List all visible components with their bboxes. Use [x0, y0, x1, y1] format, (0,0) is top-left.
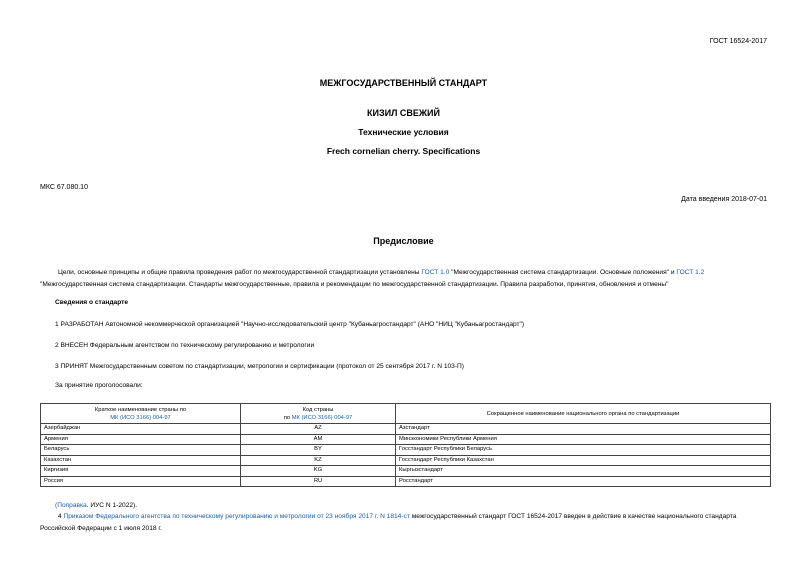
- body-cell: Минэкономики Республики Армения: [396, 434, 771, 445]
- gost-1-0-link[interactable]: ГОСТ 1.0: [421, 269, 450, 276]
- item4-rest: межгосударственный стандарт ГОСТ 16524-2017 введен в действие в качестве национального стандарта Российской Федерации с 1 июля 2018 г.: [40, 513, 737, 532]
- country-code-header: [241, 404, 396, 424]
- intro-text-a: Цели, основные принципы и общие правила проведения работ по межгосударственной стандартизации установлены: [58, 269, 422, 276]
- code-cell: AM: [241, 434, 396, 445]
- table-row: [41, 466, 771, 477]
- code-cell: AZ: [241, 424, 396, 435]
- table-row: [41, 455, 771, 466]
- introduction-date: Дата введения 2018-07-01: [681, 196, 767, 203]
- info-item-4: [40, 511, 770, 534]
- order-link[interactable]: Приказом Федерального агентства по техническому регулированию и метрологии от 23 ноября 2017 г. N 1814-ст: [63, 513, 410, 520]
- standard-type-heading: МЕЖГОСУДАРСТВЕННЫЙ СТАНДАРТ: [319, 78, 488, 88]
- voting-countries-table: [40, 403, 771, 487]
- intro-text-c: "Межгосударственная система стандартизации. Стандарты межгосударственные, правила и рекомендации по межгосударственной стандартизации. Правила разработки, принятия, обновления и отмены": [40, 280, 669, 288]
- code-header-prefix: по: [283, 414, 292, 421]
- table-header-row: [41, 404, 771, 424]
- code-cell: KZ: [241, 455, 396, 466]
- national-body-header: Сокращенное наименование национального органа по стандартизации: [396, 404, 771, 424]
- info-item-1: 1 РАЗРАБОТАН Автономной некоммерческой организацией "Научно-исследовательский центр "Кубаньагростандарт" (АНО "НИЦ "Кубаньагростандарт"): [55, 321, 525, 328]
- body-cell: Госстандарт Республики Беларусь: [396, 445, 771, 456]
- body-cell: Азстандарт: [396, 424, 771, 435]
- country-cell: Армения: [41, 434, 241, 445]
- table-row: [41, 424, 771, 435]
- table-row: [41, 445, 771, 456]
- country-cell: Киргизия: [41, 466, 241, 477]
- table-row: [41, 434, 771, 445]
- body-cell: Росстандарт: [396, 476, 771, 487]
- mk-iso-code-link[interactable]: МК (ИСО 3166) 004-97: [291, 414, 353, 421]
- amendment-link[interactable]: Поправка: [57, 502, 87, 509]
- note-rest: . ИУС N 1-2022).: [86, 502, 138, 509]
- mks-code: МКС 67.080.10: [40, 184, 88, 191]
- country-header-line1: Краткое наименование страны по: [94, 406, 187, 413]
- country-cell: Азербайджан: [41, 424, 241, 435]
- english-title: Frech cornelian cherry. Specifications: [326, 146, 481, 156]
- foreword-intro: [40, 267, 770, 290]
- foreword-heading: Предисловие: [373, 236, 434, 246]
- note-open-paren: (: [55, 502, 58, 509]
- item4-number: 4: [58, 513, 64, 520]
- code-cell: RU: [241, 476, 396, 487]
- intro-text-b: "Межгосударственная система стандартизации. Основные положения" и: [449, 269, 677, 276]
- country-cell: Беларусь: [41, 445, 241, 456]
- country-cell: Казахстан: [41, 455, 241, 466]
- info-item-2: 2 ВНЕСЕН Федеральным агентством по техническому регулированию и метрологии: [55, 342, 315, 349]
- country-name-header: [41, 404, 241, 424]
- code-cell: BY: [241, 445, 396, 456]
- body-cell: Госстандарт Республики Казахстан: [396, 455, 771, 466]
- info-item-3: 3 ПРИНЯТ Межгосударственным советом по стандартизации, метрологии и сертификации (протокол от 25 сентября 2017 г. N 103-П): [55, 363, 464, 370]
- mk-iso-link[interactable]: МК (ИСО 3166) 004-97: [110, 414, 171, 421]
- code-header-line1: Код страны: [302, 406, 334, 413]
- code-cell: KG: [241, 466, 396, 477]
- country-cell: Россия: [41, 476, 241, 487]
- document-subtitle: Технические условия: [358, 127, 449, 137]
- body-cell: Кыргызстандарт: [396, 466, 771, 477]
- table-row: [41, 476, 771, 487]
- document-title: КИЗИЛ СВЕЖИЙ: [367, 108, 440, 118]
- gost-1-2-link[interactable]: ГОСТ 1.2: [676, 269, 705, 276]
- vote-label: За принятие проголосовали:: [55, 382, 143, 389]
- standard-info-heading: Сведения о стандарте: [55, 299, 129, 306]
- amendment-note: [55, 500, 785, 512]
- document-code: ГОСТ 16524-2017: [709, 38, 767, 45]
